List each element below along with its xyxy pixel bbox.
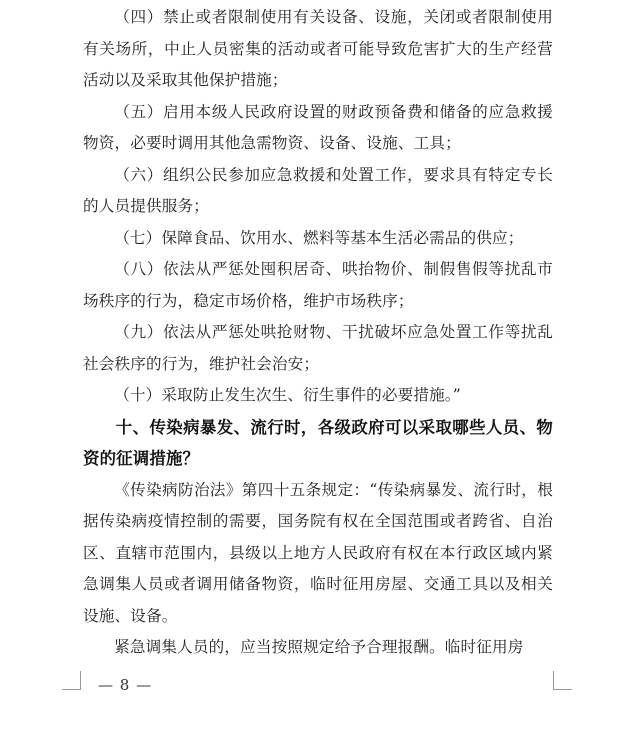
paragraph-measure-8: （八）依法从严惩处囤积居奇、哄抬物价、制假售假等扰乱市场秩序的行为，稳定市场价格，维护市场秩序； bbox=[83, 260, 553, 310]
paragraph-measure-4: （四）禁止或者限制使用有关设备、设施，关闭或者限制使用有关场所，中止人员密集的活动或者可能导致危害扩大的生产经营活动以及采取其他保护措施； bbox=[83, 8, 553, 89]
section-heading: 十、传染病暴发、流行时，各级政府可以采取哪些人员、物资的征调措施？ bbox=[83, 417, 553, 468]
paragraph-measure-7: （七）保障食品、饮用水、燃料等基本生活必需品的供应； bbox=[114, 228, 524, 247]
paragraph-compensation: 紧急调集人员的，应当按照规定给予合理报酬。临时征用房 bbox=[114, 638, 524, 656]
paragraph-article-45: 《传染病防治法》第四十五条规定：“传染病暴发、流行时，根据传染病疫情控制的需要，国务院有权在全国范围或者跨省、自治区、直辖市范围内，县级以上地方人民政府有权在本行政区域内紧急调集人员或者调用储备物资，临时征用房屋、交通工具以及相关设施、设备。 bbox=[83, 480, 553, 625]
paragraph-measure-6: （六）组织公民参加应急救援和处置工作，要求具有特定专长的人员提供服务； bbox=[83, 165, 553, 215]
document-body bbox=[83, 2, 553, 664]
page-corner-mark-right bbox=[553, 671, 572, 690]
page-corner-mark-left bbox=[62, 671, 81, 690]
paragraph-measure-10: （十）采取防止发生次生、衍生事件的必要措施。” bbox=[114, 386, 461, 404]
paragraph-measure-5: （五）启用本级人民政府设置的财政预备费和储备的应急救援物资，必要时调用其他急需物资、设备、设施、工具； bbox=[83, 102, 553, 152]
page-number: — 8 — bbox=[98, 676, 153, 694]
paragraph-measure-9: （九）依法从严惩处哄抢财物、干扰破坏应急处置工作等扰乱社会秩序的行为，维护社会治安； bbox=[83, 323, 553, 373]
